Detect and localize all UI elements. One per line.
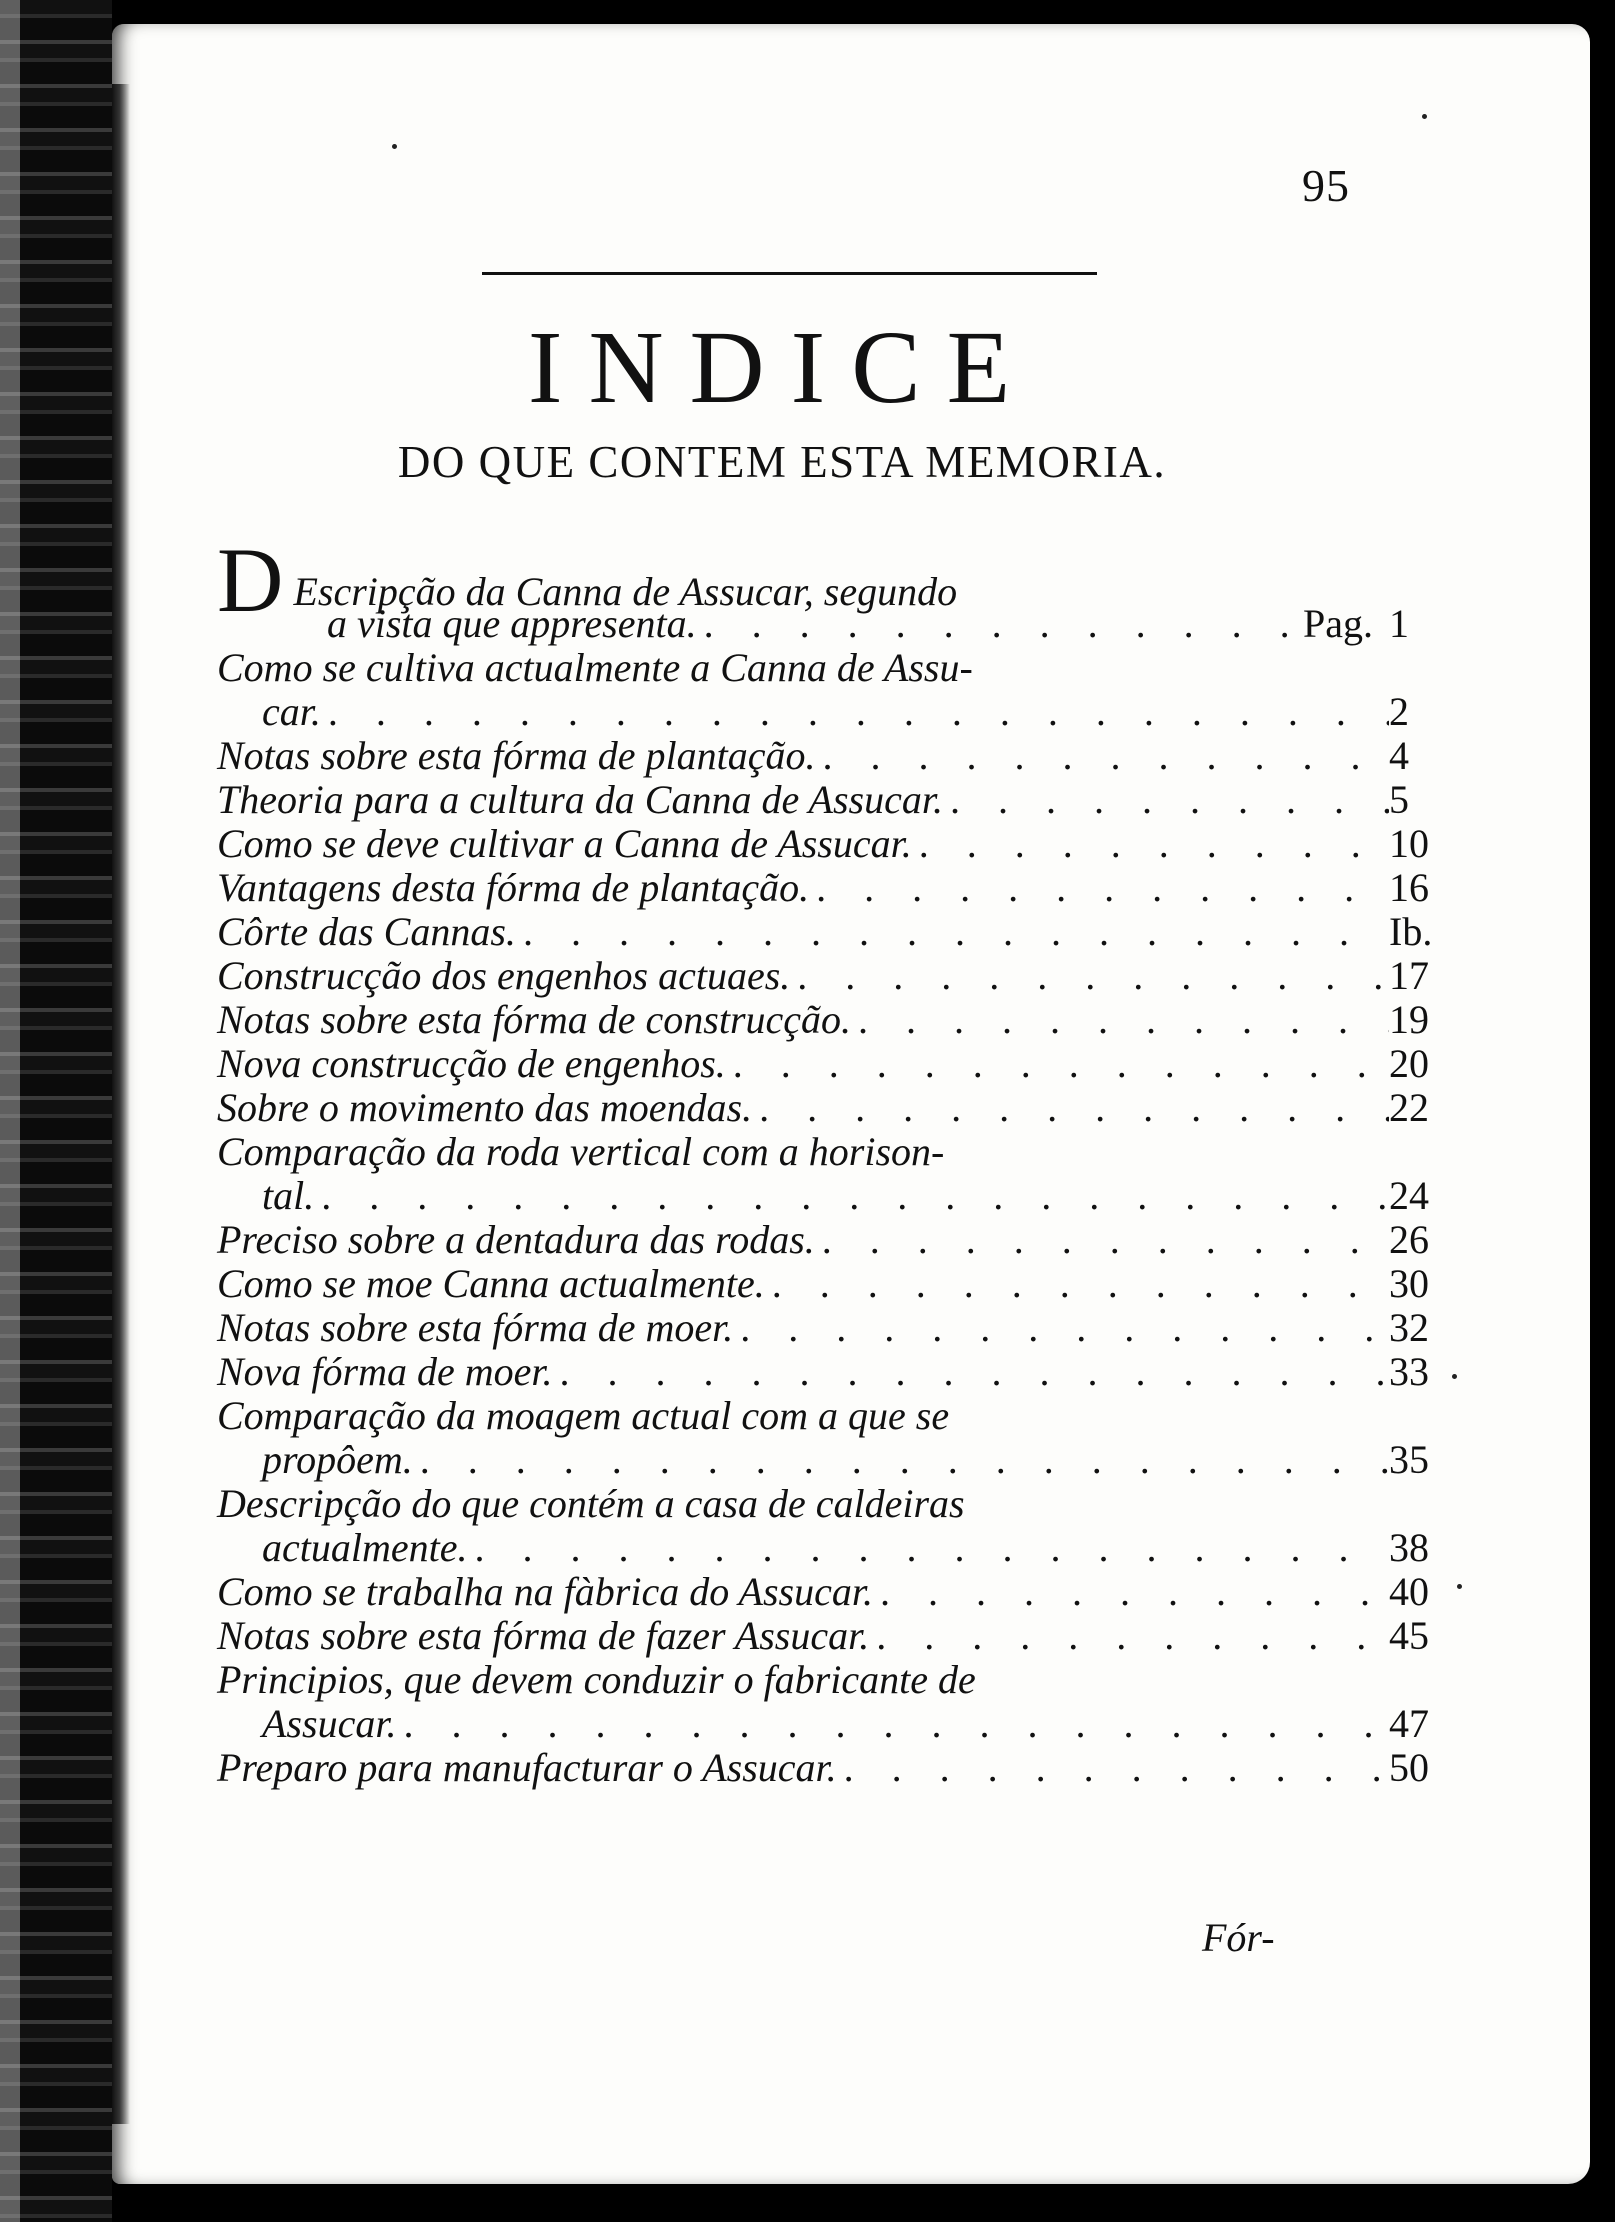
- dot-leaders: [809, 866, 1389, 910]
- dot-leaders: [314, 1174, 1389, 1218]
- entry-page-number: 10: [1389, 821, 1429, 866]
- entry-page-number: 40: [1389, 1569, 1429, 1614]
- toc-entry: [217, 1746, 1447, 1790]
- entry-title-line: car.: [262, 689, 321, 734]
- page-title: INDICE: [527, 310, 1037, 425]
- entry-page-number: 20: [1389, 1041, 1429, 1086]
- toc-entry: [217, 1394, 1447, 1482]
- toc-entry: [217, 1614, 1447, 1658]
- entry-title-line: Côrte das Cannas.: [217, 909, 516, 954]
- entry-page-number: 38: [1389, 1525, 1429, 1570]
- entry-page-number: 24: [1389, 1173, 1429, 1218]
- header-rule: [482, 272, 1097, 275]
- entry-title-line: Notas sobre esta fórma de construcção.: [217, 997, 852, 1042]
- entry-page-number: Ib.: [1389, 909, 1433, 954]
- entry-page-number: 2: [1389, 689, 1409, 734]
- dot-leaders: [943, 778, 1389, 822]
- toc-entry: [217, 1658, 1447, 1746]
- entry-title-line: Construcção dos engenhos actuaes.: [217, 953, 791, 998]
- entry-title-line: Notas sobre esta fórma de plantação.: [217, 733, 816, 778]
- dot-leaders: [815, 1218, 1389, 1262]
- entry-title-line: Theoria para a cultura da Canna de Assucar.: [217, 777, 943, 822]
- entry-title-line: Comparação da moagem actual com a que se: [217, 1393, 950, 1438]
- entry-title-line: actualmente.: [262, 1525, 468, 1570]
- entry-title-line: Nova construcção de engenhos.: [217, 1041, 726, 1086]
- page-shadow: [112, 84, 130, 2124]
- entry-title-line: Como se moe Canna actualmente.: [217, 1261, 765, 1306]
- toc-entry: [217, 1042, 1447, 1086]
- dot-leaders: [733, 1306, 1389, 1350]
- entry-title-line: a vista que appresenta.: [327, 601, 697, 646]
- entry-title-line: Assucar.: [262, 1701, 397, 1746]
- toc-entry: [217, 998, 1447, 1042]
- entry-title-line: Descripção do que contém a casa de caldeiras: [217, 1481, 965, 1526]
- toc-entry: [217, 822, 1447, 866]
- dot-leaders: [851, 998, 1389, 1042]
- dot-leaders: [697, 602, 1303, 646]
- table-of-contents: [217, 529, 1447, 1790]
- entry-title-line: Nova fórma de moer.: [217, 1349, 553, 1394]
- facing-page-edge: [0, 0, 20, 2222]
- entry-page-number: 33: [1389, 1349, 1429, 1394]
- entry-page-number: 17: [1389, 953, 1429, 998]
- dot-leaders: [413, 1438, 1389, 1482]
- entry-title-line: Escripção da Canna de Assucar, segundo: [293, 569, 958, 614]
- dot-leaders: [321, 690, 1389, 734]
- entry-title-line: Sobre o movimento das moendas.: [217, 1085, 753, 1130]
- drop-capital: D: [217, 529, 284, 631]
- toc-entry: [217, 1350, 1447, 1394]
- dot-leaders: [468, 1526, 1390, 1570]
- toc-entry: [217, 910, 1447, 954]
- entry-page-number: 47: [1389, 1701, 1429, 1746]
- toc-entry: [217, 1262, 1447, 1306]
- dot-leaders: [816, 734, 1390, 778]
- entry-page-number: 30: [1389, 1261, 1429, 1306]
- entry-page-number: 50: [1389, 1745, 1429, 1790]
- entry-page-number: 35: [1389, 1437, 1429, 1482]
- toc-entry: [217, 1086, 1447, 1130]
- entry-title-line: Notas sobre esta fórma de fazer Assucar.: [217, 1613, 870, 1658]
- entry-page-number: 22: [1389, 1085, 1429, 1130]
- dot-leaders: [873, 1570, 1389, 1614]
- entry-title-line: propôem.: [262, 1437, 413, 1482]
- entry-page-number: 5: [1389, 777, 1409, 822]
- entry-title-line: Preciso sobre a dentadura das rodas.: [217, 1217, 815, 1262]
- dot-leaders: [765, 1262, 1389, 1306]
- entry-title-line: Vantagens desta fórma de plantação.: [217, 865, 810, 910]
- toc-entry: [217, 646, 1447, 734]
- entry-title-line: Como se deve cultivar a Canna de Assucar.: [217, 821, 912, 866]
- toc-entry: [217, 1218, 1447, 1262]
- toc-entry: [217, 734, 1447, 778]
- entry-title-line: Preparo para manufacturar o Assucar.: [217, 1745, 837, 1790]
- toc-entry: [217, 778, 1447, 822]
- entry-page-number: 19: [1389, 997, 1429, 1042]
- page-number: 95: [1302, 160, 1350, 211]
- toc-entry: [217, 954, 1447, 998]
- entry-page-number: 32: [1389, 1305, 1429, 1350]
- toc-entry: [217, 866, 1447, 910]
- toc-entry: [217, 1570, 1447, 1614]
- toc-entry: [217, 529, 1447, 646]
- entry-page-number: 16: [1389, 865, 1429, 910]
- dot-leaders: [726, 1042, 1389, 1086]
- entry-page-number: 45: [1389, 1613, 1429, 1658]
- book-page: [112, 24, 1590, 2184]
- entry-title-line: Comparação da roda vertical com a horison-: [217, 1129, 945, 1174]
- page-subtitle: DO QUE CONTEM ESTA MEMORIA.: [397, 437, 1167, 487]
- dot-leaders: [912, 822, 1389, 866]
- page-prefix: Pag.: [1303, 601, 1373, 646]
- dot-leaders: [553, 1350, 1389, 1394]
- entry-title-line: Notas sobre esta fórma de moer.: [217, 1305, 734, 1350]
- entry-page-number: 26: [1389, 1217, 1429, 1262]
- dot-leaders: [516, 910, 1389, 954]
- entry-page-number: 1: [1389, 601, 1409, 646]
- entry-title-line: Como se cultiva actualmente a Canna de Assu-: [217, 645, 973, 690]
- entry-title-line: Como se trabalha na fàbrica do Assucar.: [217, 1569, 873, 1614]
- dot-leaders: [837, 1746, 1389, 1790]
- dot-leaders: [396, 1702, 1389, 1746]
- entry-title-line: tal.: [262, 1173, 315, 1218]
- toc-entry: [217, 1306, 1447, 1350]
- toc-entry: [217, 1482, 1447, 1570]
- dot-leaders: [790, 954, 1389, 998]
- catchword: Fór-: [1202, 1915, 1275, 1960]
- entry-title-line: Principios, que devem conduzir o fabricante de: [217, 1657, 976, 1702]
- entry-page-number: 4: [1389, 733, 1409, 778]
- dot-leaders: [869, 1614, 1389, 1658]
- toc-entry: [217, 1130, 1447, 1218]
- dot-leaders: [752, 1086, 1389, 1130]
